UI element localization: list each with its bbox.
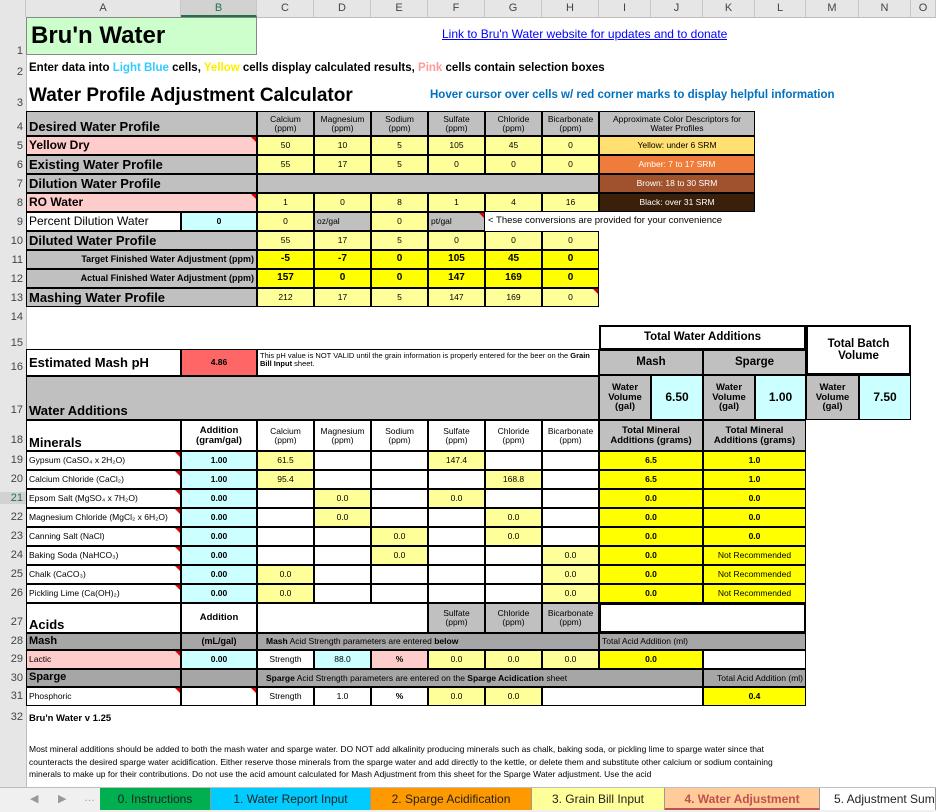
sparge-acid-unit-blank [181,669,257,687]
lactic-acid-select[interactable]: Lactic [26,650,181,669]
row-header[interactable]: 27 [10,616,23,628]
target-magnesium: -7 [314,250,371,269]
ion-header-calcium: Calcium (ppm) [257,111,314,136]
batch-volume-value: 7.50 [859,375,911,420]
row-header[interactable]: 19 [10,454,23,466]
total-mineral-mash-header: Total Mineral Additions (grams) [599,420,703,451]
mash-acid-label: Mash [26,633,181,650]
mineral-bicarbonate [542,508,599,527]
tab-water-adjustment[interactable]: 4. Water Adjustment [665,788,820,810]
row-header[interactable]: 1 [16,45,23,57]
row-header[interactable]: 25 [10,568,23,580]
conversion-note: < These conversions are provided for your convenience [488,215,723,226]
row-header[interactable]: 23 [10,530,23,542]
mineral-total-mash: 0.0 [599,527,703,546]
batch-volume-label: Water Volume (gal) [806,375,859,420]
lactic-strength-label: Strength [257,650,314,669]
mashing-sodium: 5 [371,288,428,307]
col-header-c[interactable]: C [257,0,314,17]
total-batch-volume-title: Total Batch Volume [806,325,911,375]
dilution-profile-label: Dilution Water Profile [26,174,257,193]
dilution-sulfate: 1 [428,193,485,212]
mineral-magnesium [314,470,371,489]
col-header-o[interactable]: O [911,0,936,17]
mineral-calcium: 61.5 [257,451,314,470]
mineral-bicarbonate: 0.0 [542,565,599,584]
mineral-header-chloride: Chloride (ppm) [485,420,542,451]
mineral-bicarbonate: 0.0 [542,546,599,565]
mineral-total-mash: 0.0 [599,508,703,527]
mineral-name: Pickling Lime (Ca(OH)₂) [26,584,181,603]
mashing-sulfate: 147 [428,288,485,307]
phosphoric-strength-value: 1.0 [314,687,371,706]
col-header-j[interactable]: J [651,0,703,17]
tab-adjustment-summary[interactable]: 5. Adjustment Sum [820,788,936,810]
mash-total-acid-label: Total Acid Addition (ml) [599,633,806,650]
mineral-bicarbonate [542,527,599,546]
mineral-total-sparge: 1.0 [703,451,806,470]
mineral-sodium [371,565,428,584]
mineral-calcium: 0.0 [257,565,314,584]
desired-profile-label: Desired Water Profile [26,111,257,136]
mineral-magnesium [314,565,371,584]
desired-calcium: 50 [257,136,314,155]
mineral-chloride [485,489,542,508]
row-header[interactable]: 10 [10,235,23,247]
mineral-total-mash: 6.5 [599,451,703,470]
mineral-calcium: 95.4 [257,470,314,489]
diluted-profile-label: Diluted Water Profile [26,231,257,250]
calculator-title: Water Profile Adjustment Calculator [29,85,353,106]
conv-oz-unit: oz/gal [314,212,371,231]
col-header-k[interactable]: K [703,0,755,17]
col-header-a[interactable]: A [26,0,181,17]
phosphoric-chloride: 0.0 [485,687,542,706]
diluted-sodium: 5 [371,231,428,250]
row-header[interactable]: 32 [10,711,23,723]
row-header[interactable]: 15 [10,337,23,349]
row-header[interactable]: 13 [10,292,23,304]
conv-pt-unit: pt/gal [428,212,485,231]
target-chloride: 45 [485,250,542,269]
row-header[interactable]: 4 [16,121,23,133]
actual-sulfate: 147 [428,269,485,288]
acids-label: Acids [26,603,181,633]
mineral-bicarbonate [542,451,599,470]
estimated-ph-value: 4.86 [181,349,257,376]
row-header[interactable]: 8 [16,197,23,209]
row-header-bar [0,17,27,787]
mineral-chloride [485,584,542,603]
acid-header-chloride: Chloride (ppm) [485,603,542,633]
actual-sodium: 0 [371,269,428,288]
mineral-total-mash: 0.0 [599,584,703,603]
existing-sulfate: 0 [428,155,485,174]
mineral-sulfate: 147.4 [428,451,485,470]
mineral-total-sparge: Not Recommended [703,584,806,603]
sparge-header: Sparge [703,350,806,375]
actual-magnesium: 0 [314,269,371,288]
sparge-volume-input[interactable]: 1.00 [755,375,806,420]
mineral-magnesium [314,546,371,565]
pink-legend: Pink [418,62,443,74]
water-additions-label: Water Additions [26,376,599,420]
srm-descriptor-title: Approximate Color Descriptors for Water Profiles [599,111,755,136]
row-header[interactable]: 30 [10,672,23,684]
ion-header-chloride: Chloride (ppm) [485,111,542,136]
dilution-calcium: 1 [257,193,314,212]
mineral-name: Epsom Salt (MgSO₄ x 7H₂O) [26,489,181,508]
lactic-chloride: 0.0 [485,650,542,669]
acid-addition-header: Addition [181,603,257,633]
actual-adjustment-label: Actual Finished Water Adjustment (ppm) [26,269,257,288]
target-sulfate: 105 [428,250,485,269]
mineral-header-magnesium: Magnesium (ppm) [314,420,371,451]
ion-header-sodium: Sodium (ppm) [371,111,428,136]
row-header[interactable]: 21 [0,492,26,504]
mineral-name: Baking Soda (NaHCO₃) [26,546,181,565]
tab-water-report-input[interactable]: 1. Water Report Input [211,788,371,810]
phosphoric-addition-blank [181,687,257,706]
mineral-calcium [257,508,314,527]
mineral-header-sodium: Sodium (ppm) [371,420,428,451]
mineral-calcium: 0.0 [257,584,314,603]
mineral-magnesium [314,527,371,546]
desired-magnesium: 10 [314,136,371,155]
mineral-addition-input[interactable]: 0.00 [181,565,257,584]
lactic-addition-input[interactable]: 0.00 [181,650,257,669]
row-header[interactable]: 7 [16,178,23,190]
mineral-sulfate [428,546,485,565]
col-header-b[interactable]: B [181,0,257,17]
acid-total-blank [599,603,806,633]
mineral-addition-input[interactable]: 1.00 [181,451,257,470]
column-header-bar [0,0,936,18]
diluted-sulfate: 0 [428,231,485,250]
tab-more-icon[interactable]: … [84,792,95,804]
mineral-chloride: 168.8 [485,470,542,489]
mineral-magnesium: 0.0 [314,489,371,508]
target-sodium: 0 [371,250,428,269]
ph-validity-note: This pH value is NOT VALID until the grain information is properly entered for the beer on the Grain Bill Input sheet. [257,349,599,376]
row-header[interactable]: 14 [10,311,23,323]
tab-sparge-acidification[interactable]: 2. Sparge Acidification [371,788,532,810]
lactic-bicarbonate: 0.0 [542,650,599,669]
col-header-n[interactable]: N [859,0,911,17]
mineral-addition-input[interactable]: 0.00 [181,489,257,508]
yellow-legend: Yellow [203,62,240,74]
row-header[interactable]: 22 [10,511,23,523]
ion-header-bicarbonate: Bicarbonate (ppm) [542,111,599,136]
mineral-name: Magnesium Chloride (MgCl₂ x 6H₂O) [26,508,181,527]
mineral-sodium [371,508,428,527]
light-blue-legend: Light Blue [112,62,169,74]
lactic-strength-input[interactable]: 88.0 [314,650,371,669]
mineral-chloride [485,451,542,470]
lactic-sulfate: 0.0 [428,650,485,669]
col-header-h[interactable]: H [542,0,599,17]
phosphoric-sulfate: 0.0 [428,687,485,706]
mineral-sodium [371,451,428,470]
mineral-chloride: 0.0 [485,527,542,546]
mineral-total-sparge: 0.0 [703,527,806,546]
minerals-label: Minerals [26,420,181,451]
mineral-chloride [485,546,542,565]
row-header[interactable]: 17 [10,404,23,416]
mashing-magnesium: 17 [314,288,371,307]
srm-brown: Brown: 18 to 30 SRM [599,174,755,193]
mineral-header-bicarbonate: Bicarbonate (ppm) [542,420,599,451]
sparge-total-acid-label: Total Acid Addition (ml) [703,669,806,687]
conv-oz-value: 0 [257,212,314,231]
desired-sodium: 5 [371,136,428,155]
mineral-sodium: 0.0 [371,546,428,565]
sheet-tab-bar [0,787,936,812]
mash-acid-unit: (mL/gal) [181,633,257,650]
percent-dilution-label: Percent Dilution Water [26,212,181,231]
existing-bicarbonate: 0 [542,155,599,174]
tab-scroll-left-icon[interactable]: ◀ [30,793,39,805]
row-header[interactable]: 28 [10,635,23,647]
existing-chloride: 0 [485,155,542,174]
mineral-calcium [257,546,314,565]
existing-calcium: 55 [257,155,314,174]
actual-chloride: 169 [485,269,542,288]
mineral-addition-input[interactable]: 0.00 [181,584,257,603]
mineral-total-mash: 6.5 [599,470,703,489]
mineral-bicarbonate: 0.0 [542,584,599,603]
total-mineral-sparge-header: Total Mineral Additions (grams) [703,420,806,451]
dilution-blank [257,174,599,193]
mineral-sodium [371,470,428,489]
existing-sodium: 5 [371,155,428,174]
mineral-total-mash: 0.0 [599,489,703,508]
target-calcium: -5 [257,250,314,269]
tab-instructions[interactable]: 0. Instructions [100,788,211,810]
diluted-calcium: 55 [257,231,314,250]
col-header-m[interactable]: M [806,0,859,17]
mineral-magnesium [314,451,371,470]
app-title: Bru'n Water [26,17,257,55]
col-header-f[interactable]: F [428,0,485,17]
acid-header-bicarbonate: Bicarbonate (ppm) [542,603,599,633]
dilution-chloride: 4 [485,193,542,212]
mineral-header-calcium: Calcium (ppm) [257,420,314,451]
desired-chloride: 45 [485,136,542,155]
mash-volume-input[interactable]: 6.50 [651,375,703,420]
mineral-total-sparge: 0.0 [703,508,806,527]
srm-yellow: Yellow: under 6 SRM [599,136,755,155]
sparge-acid-note: Sparge Acid Strength parameters are entered on the Sparge Acidication sheet [257,669,703,687]
tab-scroll-right-icon[interactable]: ▶ [58,793,67,805]
percent-dilution-input[interactable]: 0 [181,212,257,231]
mineral-total-sparge: Not Recommended [703,565,806,584]
mashing-chloride: 169 [485,288,542,307]
row-header[interactable]: 18 [10,434,23,446]
lactic-strength-unit[interactable]: % [371,650,428,669]
sparge-volume-label: Water Volume (gal) [703,375,755,420]
mashing-profile-label: Mashing Water Profile [26,288,257,307]
mineral-header-sulfate: Sulfate (ppm) [428,420,485,451]
version-label: Bru'n Water v 1.25 [29,713,112,724]
row-header[interactable]: 16 [10,361,23,373]
target-bicarbonate: 0 [542,250,599,269]
row-header[interactable]: 2 [16,66,23,78]
target-adjustment-label: Target Finished Water Adjustment (ppm) [26,250,257,269]
total-water-additions-title: Total Water Additions [599,325,806,350]
row-header[interactable]: 26 [10,587,23,599]
col-header-g[interactable]: G [485,0,542,17]
mineral-name: Canning Salt (NaCl) [26,527,181,546]
phosphoric-strength-unit: % [371,687,428,706]
mineral-sulfate: 0.0 [428,489,485,508]
mashing-bicarbonate: 0 [542,288,599,307]
row-header[interactable]: 29 [10,653,23,665]
col-header-e[interactable]: E [371,0,428,17]
estimated-ph-label: Estimated Mash pH [26,349,181,376]
row-header[interactable]: 31 [10,690,23,702]
desired-profile-select[interactable]: Yellow Dry [26,136,257,155]
dilution-bicarbonate: 16 [542,193,599,212]
mineral-calcium [257,527,314,546]
mineral-total-sparge: 0.0 [703,489,806,508]
mineral-addition-input[interactable]: 1.00 [181,470,257,489]
mineral-total-mash: 0.0 [599,546,703,565]
row-header[interactable]: 6 [16,159,23,171]
dilution-water-select[interactable]: RO Water [26,193,257,212]
mineral-name: Calcium Chloride (CaCl₂) [26,470,181,489]
phosphoric-acid-cell[interactable]: Phosphoric [26,687,181,706]
hover-hint: Hover cursor over cells w/ red corner marks to display helpful information [430,89,835,101]
mineral-bicarbonate [542,489,599,508]
select-all-corner[interactable] [0,0,26,17]
diluted-chloride: 0 [485,231,542,250]
row-header[interactable]: 12 [10,273,23,285]
mineral-addition-header: Addition (gram/gal) [181,420,257,451]
tab-grain-bill-input[interactable]: 3. Grain Bill Input [532,788,665,810]
row-header[interactable]: 24 [10,549,23,561]
ion-header-magnesium: Magnesium (ppm) [314,111,371,136]
srm-black: Black: over 31 SRM [599,193,755,212]
desired-sulfate: 105 [428,136,485,155]
ion-header-sulfate: Sulfate (ppm) [428,111,485,136]
mineral-bicarbonate [542,470,599,489]
website-link[interactable]: Link to Bru'n Water website for updates and to donate [442,27,728,41]
row-header[interactable]: 5 [16,140,23,152]
mashing-calcium: 212 [257,288,314,307]
mineral-chloride [485,565,542,584]
mash-acid-note: Mash Acid Strength parameters are entered below [257,633,599,650]
mineral-sodium: 0.0 [371,527,428,546]
mineral-magnesium [314,584,371,603]
mineral-sulfate [428,470,485,489]
dilution-magnesium: 0 [314,193,371,212]
mash-volume-label: Water Volume (gal) [599,375,651,420]
mineral-chloride: 0.0 [485,508,542,527]
lactic-sparge-blank [703,650,806,669]
mineral-addition-input[interactable]: 0.00 [181,527,257,546]
phosphoric-total-acid: 0.4 [703,687,806,706]
conv-pt-value: 0 [371,212,428,231]
existing-profile-label: Existing Water Profile [26,155,257,174]
col-header-i[interactable]: I [599,0,651,17]
mineral-magnesium: 0.0 [314,508,371,527]
instructions-line: Enter data into Light Blue cells, Yellow cells display calculated results, Pink cells contain selection boxes [29,62,605,74]
mineral-sodium [371,584,428,603]
mineral-sulfate [428,527,485,546]
desired-bicarbonate: 0 [542,136,599,155]
col-header-d[interactable]: D [314,0,371,17]
actual-calcium: 157 [257,269,314,288]
mineral-total-sparge: Not Recommended [703,546,806,565]
srm-amber: Amber: 7 to 17 SRM [599,155,755,174]
phosphoric-strength-label: Strength [257,687,314,706]
row-header[interactable]: 11 [11,254,23,266]
mash-header: Mash [599,350,703,375]
sparge-acid-label: Sparge [26,669,181,687]
mineral-addition-input[interactable]: 0.00 [181,508,257,527]
phosphoric-blank [542,687,703,706]
diluted-bicarbonate: 0 [542,231,599,250]
mineral-name: Chalk (CaCO₃) [26,565,181,584]
row-header[interactable]: 20 [10,473,23,485]
mineral-total-mash: 0.0 [599,565,703,584]
col-header-l[interactable]: L [755,0,806,17]
mineral-sulfate [428,508,485,527]
row-header[interactable]: 9 [16,216,23,228]
mineral-guidance-note: Most mineral additions should be added to both the mash water and sparge water. DO NOT add alkalinity producing minerals such as chalk, baking soda, or pickling lime to sparge water since that counteracts the desired sparge water acidification. Either reserve those minerals from the sparge water and add directly to the kettle, or delete them and substitute other calcium or sodium containing minerals to make up for their contributions. Do not use the acid amount calculated for Mash Adjustment from this sheet for the Sparge Water adjustment. Use the acid [29,744,773,779]
acid-header-blank [257,603,428,633]
row-header[interactable]: 3 [16,97,23,109]
mineral-sulfate [428,565,485,584]
actual-bicarbonate: 0 [542,269,599,288]
mineral-addition-input[interactable]: 0.00 [181,546,257,565]
mineral-name: Gypsum (CaSO₄ x 2H₂O) [26,451,181,470]
lactic-total-acid: 0.0 [599,650,703,669]
mineral-calcium [257,489,314,508]
mineral-total-sparge: 1.0 [703,470,806,489]
dilution-sodium: 8 [371,193,428,212]
existing-magnesium: 17 [314,155,371,174]
diluted-magnesium: 17 [314,231,371,250]
mineral-sodium [371,489,428,508]
acid-header-sulfate: Sulfate (ppm) [428,603,485,633]
mineral-sulfate [428,584,485,603]
